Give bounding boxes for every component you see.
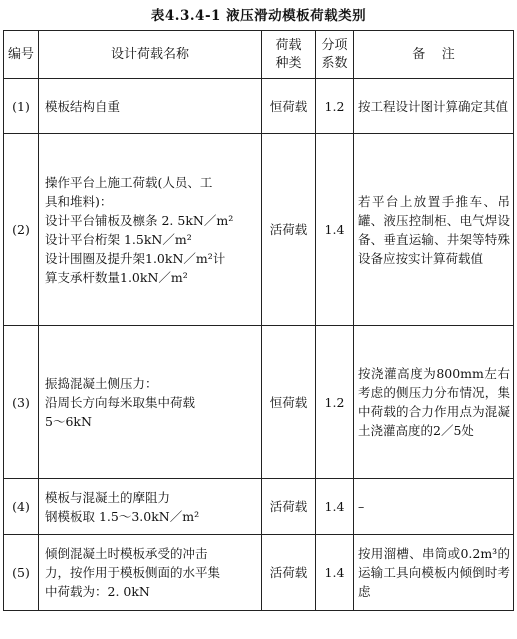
- row-number: (2): [4, 134, 39, 326]
- partial-coefficient: 1.4: [316, 479, 354, 535]
- load-name-line: 具和堆料)：: [45, 193, 113, 209]
- row-number: (3): [4, 326, 39, 479]
- remark: [354, 479, 514, 535]
- remark-text: 若平台上放置手推车、吊罐、液压控制柜、电气焊设备、垂直运输、井架等特殊设备应按实计算荷载值: [358, 193, 510, 266]
- header-row: [4, 31, 514, 79]
- partial-coefficient: 1.2: [316, 79, 354, 134]
- load-type: 活荷载: [262, 479, 316, 535]
- load-name-line: 模板结构自重: [45, 98, 121, 114]
- remark: [354, 79, 514, 134]
- header-name: 设计荷载名称: [39, 31, 262, 79]
- header-coef-line1: 分项: [321, 37, 348, 53]
- partial-coefficient: 1.4: [316, 535, 354, 611]
- header-type-line2: 种类: [275, 55, 302, 71]
- remark: [354, 134, 514, 326]
- load-name-line: 5～6kN: [45, 413, 92, 429]
- load-name-line: 振捣混凝土侧压力：: [45, 375, 158, 391]
- table-row: [4, 479, 514, 535]
- load-name-line: 力，按作用于模板侧面的水平集: [45, 565, 221, 580]
- load-name: [39, 535, 262, 611]
- load-name: [39, 79, 262, 134]
- load-name-line: 设计围圈及提升架1.0kN／m²计: [45, 250, 226, 266]
- table-title: 表4.3.4-1 液压滑动模板荷载类别: [150, 8, 367, 24]
- load-type: 恒荷载: [262, 79, 316, 134]
- load-name-line: 模板与混凝土的摩阻力: [45, 489, 171, 505]
- header-note: 备 注: [354, 31, 514, 79]
- header-type-line1: 荷载: [275, 37, 302, 53]
- header-coef: [316, 31, 354, 79]
- load-name-line: 倾倒混凝土时模板承受的冲击: [45, 546, 208, 561]
- load-name: [39, 134, 262, 326]
- row-number: (5): [4, 535, 39, 611]
- load-name-line: 算支承杆数量1.0kN／m²: [45, 269, 188, 285]
- load-name-line: 钢模板取 1.5～3.0kN／m²: [45, 508, 200, 524]
- load-type: 活荷载: [262, 535, 316, 611]
- partial-coefficient: 1.4: [316, 134, 354, 326]
- load-name-line: 操作平台上施工荷载(人员、工: [45, 174, 213, 190]
- table-row: [4, 535, 514, 611]
- load-name: [39, 479, 262, 535]
- load-name-line: 沿周长方向每米取集中荷载: [45, 394, 196, 410]
- header-num: 编号: [4, 31, 39, 79]
- load-type: 恒荷载: [262, 326, 316, 479]
- remark-text: 按浇灌高度为800mm左右考虑的侧压力分布情况，集中荷载的合力作用点为混凝土浇灌高度的2／5处: [358, 366, 510, 438]
- load-name: [39, 326, 262, 479]
- remark-text: 按用溜槽、串筒或0.2m³的运输工具向模板内倾倒时考虑: [358, 546, 510, 599]
- row-number: (4): [4, 479, 39, 535]
- table-row: [4, 326, 514, 479]
- row-number: (1): [4, 79, 39, 134]
- remark-text: 按工程设计图计算确定其值: [358, 98, 509, 114]
- remark: [354, 326, 514, 479]
- header-type: [262, 31, 316, 79]
- load-name-line: 中荷载为：2. 0kN: [45, 584, 150, 599]
- table-row: [4, 79, 514, 134]
- partial-coefficient: 1.2: [316, 326, 354, 479]
- load-name-line: 设计平台桁架 1.5kN／m²: [45, 231, 192, 247]
- remark-text: –: [358, 499, 365, 514]
- header-coef-line2: 系数: [321, 55, 348, 71]
- remark: [354, 535, 514, 611]
- load-category-table: [3, 30, 514, 611]
- load-name-line: 设计平台铺板及檩条 2. 5kN／m²: [45, 212, 234, 228]
- table-row: [4, 134, 514, 326]
- load-type: 活荷载: [262, 134, 316, 326]
